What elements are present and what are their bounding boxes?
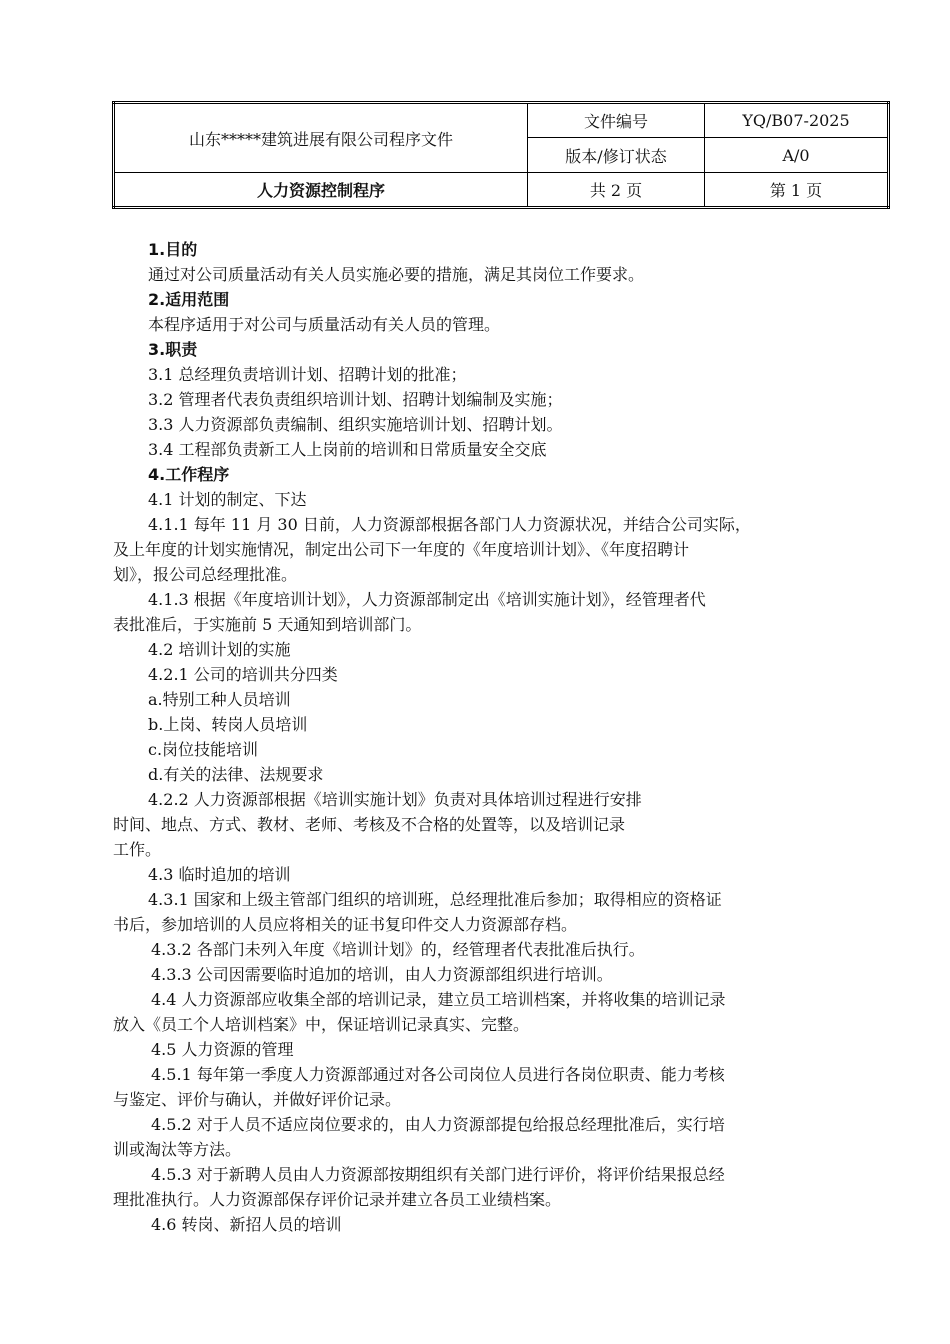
version-value: A/0 xyxy=(705,138,889,173)
procedure-title: 人力资源控制程序 xyxy=(114,173,528,208)
body-line: 3.1 总经理负责培训计划、招聘计划的批准； xyxy=(148,365,467,384)
body-line: b.上岗、转岗人员培训 xyxy=(148,715,308,734)
body-line: 表批准后，于实施前 5 天通知到培训部门。 xyxy=(113,615,422,634)
body-line: 3.3 人力资源部负责编制、组织实施培训计划、招聘计划。 xyxy=(148,415,563,434)
body-line: 4.1 计划的制定、下达 xyxy=(148,490,307,509)
body-line: 时间、地点、方式、教材、老师、考核及不合格的处置等，以及培训记录 xyxy=(113,815,626,834)
company-name: 山东*****建筑进展有限公司程序文件 xyxy=(114,103,528,173)
body-line: c.岗位技能培训 xyxy=(148,740,259,759)
body-line: 本程序适用于对公司与质量活动有关人员的管理。 xyxy=(148,315,501,334)
total-pages: 共 2 页 xyxy=(528,173,705,208)
section-heading: 1.目的 xyxy=(148,240,198,259)
body-line: 通过对公司质量活动有关人员实施必要的措施，满足其岗位工作要求。 xyxy=(148,265,645,284)
body-line: 4.2.1 公司的培训共分四类 xyxy=(148,665,338,684)
body-line: 工作。 xyxy=(113,840,162,859)
body-line: 理批准执行。人力资源部保存评价记录并建立各员工业绩档案。 xyxy=(113,1190,562,1209)
version-label: 版本/修订状态 xyxy=(528,138,705,173)
doc-number-label: 文件编号 xyxy=(528,103,705,138)
body-line: 4.6 转岗、新招人员的培训 xyxy=(151,1215,342,1234)
section-heading: 2.适用范围 xyxy=(148,290,230,309)
body-line: 4.1.1 每年 11 月 30 日前，人力资源部根据各部门人力资源状况，并结合公司实际， xyxy=(148,515,751,534)
document-header-table xyxy=(112,101,890,209)
body-line: 及上年度的计划实施情况，制定出公司下一年度的《年度培训计划》、《年度招聘计 xyxy=(113,540,690,559)
body-line: 4.5.1 每年第一季度人力资源部通过对各公司岗位人员进行各岗位职责、能力考核 xyxy=(151,1065,725,1084)
section-heading: 4.工作程序 xyxy=(148,465,230,484)
body-line: 4.5.3 对于新聘人员由人力资源部按期组织有关部门进行评价，将评价结果报总经 xyxy=(151,1165,725,1184)
body-line: 3.4 工程部负责新工人上岗前的培训和日常质量安全交底 xyxy=(148,440,547,459)
body-line: 4.1.3 根据《年度培训计划》，人力资源部制定出《培训实施计划》，经管理者代 xyxy=(148,590,706,609)
body-line: 4.3 临时追加的培训 xyxy=(148,865,291,884)
doc-number-value: YQ/B07-2025 xyxy=(705,103,889,138)
body-line: 4.5 人力资源的管理 xyxy=(151,1040,294,1059)
body-line: 4.2 培训计划的实施 xyxy=(148,640,291,659)
body-line: d.有关的法律、法规要求 xyxy=(148,765,324,784)
body-line: 4.3.3 公司因需要临时追加的培训，由人力资源部组织进行培训。 xyxy=(151,965,613,984)
body-line: 与鉴定、评价与确认，并做好评价记录。 xyxy=(113,1090,402,1109)
section-heading: 3.职责 xyxy=(148,340,198,359)
body-line: 4.2.2 人力资源部根据《培训实施计划》负责对具体培训过程进行安排 xyxy=(148,790,642,809)
body-line: 4.4 人力资源部应收集全部的培训记录，建立员工培训档案，并将收集的培训记录 xyxy=(151,990,726,1009)
body-line: 放入《员工个人培训档案》中，保证培训记录真实、完整。 xyxy=(113,1015,530,1034)
body-line: 划》，报公司总经理批准。 xyxy=(113,565,298,584)
body-line: 3.2 管理者代表负责组织培训计划、招聘计划编制及实施； xyxy=(148,390,563,409)
body-line: 4.5.2 对于人员不适应岗位要求的，由人力资源部提包给报总经理批准后，实行培 xyxy=(151,1115,725,1134)
body-line: 4.3.2 各部门未列入年度《培训计划》的，经管理者代表批准后执行。 xyxy=(151,940,645,959)
body-line: 4.3.1 国家和上级主管部门组织的培训班，总经理批准后参加；取得相应的资格证 xyxy=(148,890,722,909)
page-number: 第 1 页 xyxy=(705,173,889,208)
document-body xyxy=(113,237,850,1237)
body-line: a.特别工种人员培训 xyxy=(148,690,291,709)
body-line: 训或淘汰等方法。 xyxy=(113,1140,242,1159)
body-line: 书后，参加培训的人员应将相关的证书复印件交人力资源部存档。 xyxy=(113,915,578,934)
